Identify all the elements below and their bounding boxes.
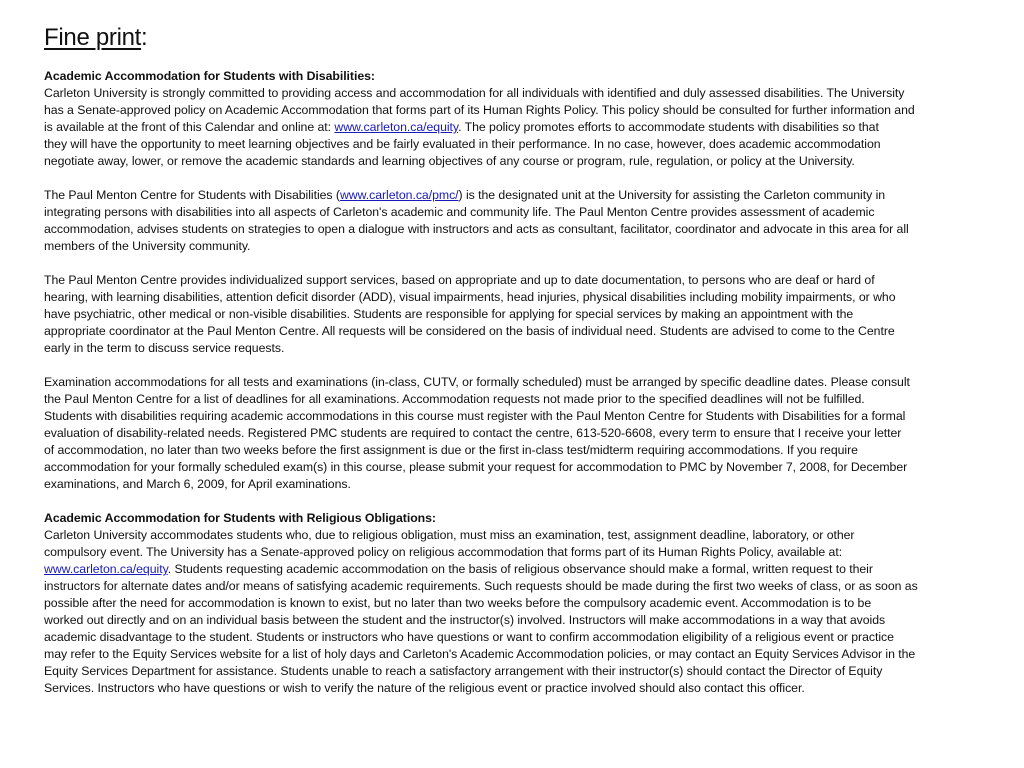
paragraph-line: they will have the opportunity to meet learning objectives and be fairly evaluated in their performance. In no case, however, does academic accommodation: [44, 137, 881, 151]
paragraph-line: Carleton University accommodates students who, due to religious obligation, must miss an examination, test, assignment deadline, laboratory, or other: [44, 528, 855, 542]
document-section: [44, 374, 994, 493]
paragraph-line: accommodation for your formally scheduled exam(s) in this course, please submit your request for accommodation to PMC by November 7, 2008, for December: [44, 460, 908, 474]
paragraph-line: evaluation of disability-related needs. Registered PMC students are required to contact the centre, 613-520-6608, every term to ensure that I receive your letter: [44, 426, 902, 440]
paragraph-line: possible after the need for accommodation is known to exist, but no later than two weeks before the compulsory academic event. Accommodation is to be: [44, 596, 872, 610]
paragraph-line: of accommodation, no later than two weeks before the first assignment is due or the first in-class test/midterm requiring accommodations. If you require: [44, 443, 858, 457]
paragraph-line: [44, 119, 994, 136]
document-body: [44, 68, 994, 697]
paragraph-line: has a Senate-approved policy on Academic Accommodation that forms part of its Human Rights Policy. This policy should be consulted for further information and: [44, 103, 915, 117]
hyperlink[interactable]: www.carleton.ca/equity: [44, 562, 168, 576]
hyperlink[interactable]: www.carleton.ca/equity: [334, 120, 459, 134]
line-text-before: The Paul Menton Centre for Students with Disabilities (: [44, 188, 340, 202]
paragraph-line: integrating persons with disabilities into all aspects of Carleton's academic and community life. The Paul Menton Centre provides assessment of academic: [44, 205, 875, 219]
paragraph-line: examinations, and March 6, 2009, for April examinations.: [44, 477, 351, 491]
paragraph-line: instructors for alternate dates and/or means of satisfying academic requirements. Such requests should be made during the first two weeks of class, or as soon as: [44, 579, 918, 593]
hyperlink[interactable]: www.carleton.ca/pmc/: [339, 188, 459, 202]
paragraph-line: Students with disabilities requiring academic accommodations in this course must register with the Paul Menton Centre for Students with Disabilities for a formal: [44, 409, 906, 423]
line-text-after: . The policy promotes efforts to accommodate students with disabilities so that: [458, 120, 879, 134]
paragraph-line: [44, 187, 994, 204]
paragraph-line: appropriate coordinator at the Paul Menton Centre. All requests will be considered on the basis of individual need. Students are advised to come to the Centre: [44, 324, 895, 338]
fine-print-page: [44, 22, 994, 714]
page-title-colon: :: [141, 24, 148, 51]
paragraph-line: worked out directly and on an individual basis between the student and the instructor(s) involved. Instructors will make accommodations in a way that avoids: [44, 613, 886, 627]
paragraph-line: may refer to the Equity Services website for a list of holy days and Carleton's Academic Accommodation policies, or may contact an Equity Services Advisor in the: [44, 647, 916, 661]
paragraph-line: early in the term to discuss service requests.: [44, 341, 285, 355]
paragraph-line: academic disadvantage to the student. Students or instructors who have questions or want to confirm accommodation eligibility of a religious event or practice: [44, 630, 894, 644]
paragraph-line: hearing, with learning disabilities, attention deficit disorder (ADD), visual impairments, head injuries, physical disabilities including mobility impairments, or who: [44, 290, 896, 304]
document-section: [44, 272, 994, 357]
page-title-text: Fine print: [44, 24, 142, 51]
paragraph-line: Services. Instructors who have questions or wish to verify the nature of the religious event or practice involved should also contact this officer.: [44, 681, 805, 695]
section-heading: Academic Accommodation for Students with Religious Obligations:: [44, 511, 436, 525]
paragraph-line: members of the University community.: [44, 239, 251, 253]
paragraph-line: the Paul Menton Centre for a list of deadlines for all examinations. Accommodation requests not made prior to the specified deadlines will not be fulfilled.: [44, 392, 865, 406]
line-text-after: ) is the designated unit at the University for assisting the Carleton community in: [458, 188, 886, 202]
paragraph-line: Examination accommodations for all tests and examinations (in-class, CUTV, or formally scheduled) must be arranged by specific deadline dates. Please consult: [44, 375, 910, 389]
document-section: [44, 187, 994, 255]
page-title: [44, 22, 994, 54]
paragraph-line: [44, 561, 994, 578]
line-text-after: . Students requesting academic accommodation on the basis of religious observance should make a formal, written request to their: [167, 562, 873, 576]
document-section: [44, 510, 994, 697]
paragraph-line: have psychiatric, other medical or non-visible disabilities. Students are responsible for applying for special services by making an appointment with the: [44, 307, 854, 321]
document-section: [44, 68, 994, 170]
paragraph-line: compulsory event. The University has a Senate-approved policy on religious accommodation that forms part of its Human Rights Policy, available at:: [44, 545, 843, 559]
section-heading: Academic Accommodation for Students with Disabilities:: [44, 69, 375, 83]
paragraph-line: Carleton University is strongly committed to providing access and accommodation for all individuals with identified and duly assessed disabilities. The University: [44, 86, 905, 100]
paragraph-line: accommodation, advises students on strategies to open a dialogue with instructors and acts as consultant, facilitator, coordinator and advocate in this area for all: [44, 222, 909, 236]
line-text-before: is available at the front of this Calendar and online at:: [44, 120, 335, 134]
paragraph-line: negotiate away, lower, or remove the academic standards and learning objectives of any course or program, rule, regulation, or policy at the University.: [44, 154, 855, 168]
paragraph-line: Equity Services Department for assistance. Students unable to reach a satisfactory arrangement with their instructor(s) should contact the Director of Equity: [44, 664, 883, 678]
paragraph-line: The Paul Menton Centre provides individualized support services, based on appropriate and up to date documentation, to persons who are deaf or hard of: [44, 273, 875, 287]
